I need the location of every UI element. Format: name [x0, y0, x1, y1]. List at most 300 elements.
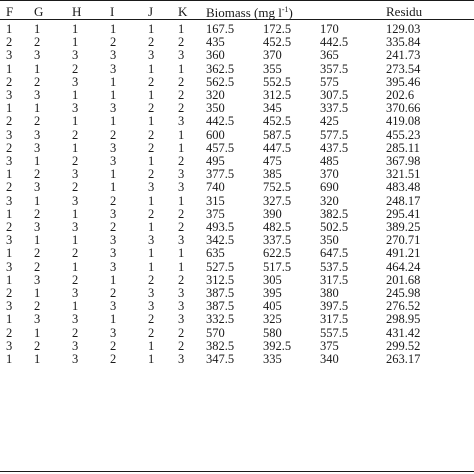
cell-j: 2 — [148, 168, 155, 182]
cell-g: 3 — [34, 89, 41, 103]
cell-i: 1 — [110, 23, 117, 36]
cell-j: 1 — [148, 62, 155, 76]
cell-i: 2 — [110, 194, 117, 208]
cell-biomass-3: 317.5 — [320, 313, 349, 327]
cell-f: 1 — [6, 273, 13, 287]
cell-k: 1 — [178, 23, 185, 36]
cell-i: 3 — [110, 326, 117, 340]
cell-f: 2 — [6, 181, 13, 195]
cell-biomass-1: 342.5 — [206, 234, 235, 248]
cell-biomass-2: 405 — [263, 300, 282, 314]
cell-h: 3 — [72, 168, 79, 182]
cell-biomass-2: 392.5 — [263, 339, 292, 353]
cell-residual: 321.51 — [386, 168, 421, 182]
cell-g: 3 — [34, 141, 41, 155]
cell-biomass-1: 635 — [206, 247, 225, 261]
table-body — [0, 23, 450, 366]
cell-biomass-2: 355 — [263, 62, 282, 76]
cell-residual: 455.23 — [386, 128, 421, 142]
cell-f: 3 — [6, 49, 13, 63]
cell-h: 1 — [72, 36, 79, 50]
cell-i: 2 — [110, 36, 117, 50]
cell-biomass-2: 370 — [263, 49, 282, 63]
cell-h: 1 — [72, 141, 79, 155]
cell-residual: 129.03 — [386, 23, 421, 36]
table-row — [0, 129, 450, 142]
cell-f: 3 — [6, 194, 13, 208]
cell-biomass-2: 172.5 — [263, 23, 292, 36]
cell-f: 1 — [6, 168, 13, 182]
cell-g: 1 — [34, 326, 41, 340]
cell-biomass-1: 600 — [206, 128, 225, 142]
cell-biomass-1: 377.5 — [206, 168, 235, 182]
cell-j: 2 — [148, 102, 155, 116]
cell-biomass-1: 382.5 — [206, 339, 235, 353]
cell-biomass-3: 317.5 — [320, 273, 349, 287]
cell-biomass-2: 452.5 — [263, 36, 292, 50]
bottom-rule — [0, 471, 474, 472]
cell-biomass-1: 527.5 — [206, 260, 235, 274]
cell-k: 2 — [178, 36, 185, 50]
cell-j: 2 — [148, 128, 155, 142]
cell-f: 2 — [6, 221, 13, 235]
cell-g: 2 — [34, 207, 41, 221]
cell-k: 1 — [178, 128, 185, 142]
cell-k: 3 — [178, 300, 185, 314]
table-row — [0, 195, 450, 208]
cell-h: 3 — [72, 353, 79, 367]
cell-h: 2 — [72, 247, 79, 261]
cell-h: 3 — [72, 287, 79, 301]
cell-biomass-3: 690 — [320, 181, 339, 195]
cell-k: 2 — [178, 221, 185, 235]
cell-residual: 370.66 — [386, 102, 421, 116]
cell-j: 1 — [148, 339, 155, 353]
table-row — [0, 102, 450, 115]
cell-biomass-1: 312.5 — [206, 273, 235, 287]
cell-f: 3 — [6, 155, 13, 169]
cell-i: 3 — [110, 300, 117, 314]
cell-biomass-2: 385 — [263, 168, 282, 182]
cell-g: 2 — [34, 247, 41, 261]
header-residual: Residu — [386, 3, 423, 19]
cell-f: 2 — [6, 141, 13, 155]
cell-biomass-3: 485 — [320, 155, 339, 169]
header-biomass — [206, 0, 370, 23]
table-row — [0, 234, 450, 247]
header-h: H — [72, 3, 82, 19]
cell-j: 1 — [148, 23, 155, 36]
cell-j: 1 — [148, 115, 155, 129]
cell-j: 2 — [148, 273, 155, 287]
cell-g: 1 — [34, 194, 41, 208]
cell-biomass-2: 345 — [263, 102, 282, 116]
cell-biomass-1: 350 — [206, 102, 225, 116]
cell-j: 2 — [148, 207, 155, 221]
cell-k: 1 — [178, 194, 185, 208]
table-row — [0, 115, 450, 128]
cell-biomass-1: 347.5 — [206, 353, 235, 367]
cell-k: 3 — [178, 234, 185, 248]
cell-g: 1 — [34, 102, 41, 116]
cell-h: 2 — [72, 62, 79, 76]
cell-i: 2 — [110, 339, 117, 353]
cell-g: 3 — [34, 313, 41, 327]
cell-k: 2 — [178, 89, 185, 103]
cell-biomass-2: 327.5 — [263, 194, 292, 208]
cell-k: 3 — [178, 168, 185, 182]
cell-biomass-2: 517.5 — [263, 260, 292, 274]
cell-h: 1 — [72, 234, 79, 248]
cell-f: 3 — [6, 300, 13, 314]
table-row — [0, 49, 450, 62]
cell-k: 3 — [178, 287, 185, 301]
cell-j: 3 — [148, 300, 155, 314]
cell-j: 1 — [148, 353, 155, 367]
cell-f: 2 — [6, 287, 13, 301]
cell-biomass-3: 375 — [320, 339, 339, 353]
cell-biomass-3: 337.5 — [320, 102, 349, 116]
cell-g: 3 — [34, 221, 41, 235]
cell-j: 2 — [148, 75, 155, 89]
cell-g: 1 — [34, 23, 41, 36]
cell-biomass-2: 452.5 — [263, 115, 292, 129]
table-row — [0, 89, 450, 102]
cell-h: 1 — [72, 207, 79, 221]
cell-j: 1 — [148, 89, 155, 103]
cell-residual: 483.48 — [386, 181, 421, 195]
table-row — [0, 36, 450, 49]
cell-j: 3 — [148, 287, 155, 301]
table-row — [0, 313, 450, 326]
cell-f: 3 — [6, 128, 13, 142]
cell-biomass-1: 320 — [206, 89, 225, 103]
cell-i: 3 — [110, 207, 117, 221]
cell-g: 1 — [34, 155, 41, 169]
cell-biomass-3: 575 — [320, 75, 339, 89]
cell-biomass-2: 337.5 — [263, 234, 292, 248]
cell-f: 3 — [6, 234, 13, 248]
cell-i: 1 — [110, 181, 117, 195]
cell-biomass-2: 447.5 — [263, 141, 292, 155]
cell-k: 1 — [178, 247, 185, 261]
cell-g: 2 — [34, 260, 41, 274]
cell-i: 1 — [110, 75, 117, 89]
cell-residual: 295.41 — [386, 207, 421, 221]
cell-residual: 299.52 — [386, 339, 421, 353]
cell-k: 2 — [178, 75, 185, 89]
table-row — [0, 142, 450, 155]
cell-residual: 395.46 — [386, 75, 421, 89]
cell-f: 1 — [6, 313, 13, 327]
table-row — [0, 353, 450, 366]
cell-residual: 419.08 — [386, 115, 421, 129]
cell-biomass-2: 622.5 — [263, 247, 292, 261]
cell-j: 1 — [148, 194, 155, 208]
cell-residual: 491.21 — [386, 247, 421, 261]
cell-g: 2 — [34, 339, 41, 353]
cell-residual: 270.71 — [386, 234, 421, 248]
cell-biomass-2: 475 — [263, 155, 282, 169]
cell-i: 3 — [110, 141, 117, 155]
cell-biomass-1: 562.5 — [206, 75, 235, 89]
cell-residual: 367.98 — [386, 155, 421, 169]
cell-i: 1 — [110, 89, 117, 103]
cell-g: 3 — [34, 273, 41, 287]
table-row — [0, 287, 450, 300]
cell-i: 1 — [110, 168, 117, 182]
cell-residual: 276.52 — [386, 300, 421, 314]
cell-f: 2 — [6, 36, 13, 50]
cell-k: 2 — [178, 339, 185, 353]
cell-biomass-3: 357.5 — [320, 62, 349, 76]
cell-biomass-2: 587.5 — [263, 128, 292, 142]
cell-biomass-3: 557.5 — [320, 326, 349, 340]
cell-h: 3 — [72, 102, 79, 116]
table-row — [0, 208, 450, 221]
cell-j: 1 — [148, 155, 155, 169]
cell-g: 2 — [34, 168, 41, 182]
cell-i: 3 — [110, 234, 117, 248]
table-row — [0, 63, 450, 76]
cell-k: 2 — [178, 155, 185, 169]
cell-residual: 389.25 — [386, 221, 421, 235]
cell-residual: 273.54 — [386, 62, 421, 76]
cell-f: 1 — [6, 62, 13, 76]
cell-biomass-3: 320 — [320, 194, 339, 208]
cell-residual: 241.73 — [386, 49, 421, 63]
cell-biomass-1: 442.5 — [206, 115, 235, 129]
table-row — [0, 181, 450, 194]
cell-f: 2 — [6, 326, 13, 340]
cell-biomass-1: 362.5 — [206, 62, 235, 76]
cell-biomass-1: 387.5 — [206, 300, 235, 314]
header-biomass-exponent: -1 — [281, 5, 289, 14]
cell-biomass-3: 340 — [320, 353, 339, 367]
cell-j: 3 — [148, 49, 155, 63]
cell-h: 2 — [72, 326, 79, 340]
cell-f: 3 — [6, 339, 13, 353]
cell-residual: 202.6 — [386, 89, 415, 103]
cell-f: 1 — [6, 207, 13, 221]
cell-biomass-3: 577.5 — [320, 128, 349, 142]
cell-k: 3 — [178, 353, 185, 367]
cell-h: 3 — [72, 49, 79, 63]
header-biomass-label: Biomass (mg l — [206, 5, 282, 20]
table-row — [0, 247, 450, 260]
cell-k: 1 — [178, 62, 185, 76]
cell-g: 2 — [34, 300, 41, 314]
cell-biomass-3: 365 — [320, 49, 339, 63]
cell-k: 2 — [178, 102, 185, 116]
table-row — [0, 155, 450, 168]
cell-biomass-2: 390 — [263, 207, 282, 221]
cell-h: 2 — [72, 181, 79, 195]
cell-k: 3 — [178, 313, 185, 327]
cell-residual: 245.98 — [386, 287, 421, 301]
cell-j: 1 — [148, 221, 155, 235]
cell-f: 2 — [6, 115, 13, 129]
table-row — [0, 23, 450, 36]
cell-biomass-1: 457.5 — [206, 141, 235, 155]
cell-f: 2 — [6, 75, 13, 89]
cell-biomass-1: 435 — [206, 36, 225, 50]
cell-biomass-2: 312.5 — [263, 89, 292, 103]
cell-residual: 464.24 — [386, 260, 421, 274]
cell-residual: 248.17 — [386, 194, 421, 208]
cell-h: 2 — [72, 128, 79, 142]
cell-k: 2 — [178, 326, 185, 340]
cell-k: 2 — [178, 207, 185, 221]
cell-j: 2 — [148, 141, 155, 155]
cell-j: 2 — [148, 326, 155, 340]
table-row — [0, 221, 450, 234]
cell-g: 2 — [34, 115, 41, 129]
cell-k: 1 — [178, 141, 185, 155]
table-row — [0, 168, 450, 181]
cell-i: 3 — [110, 155, 117, 169]
table-row — [0, 300, 450, 313]
cell-j: 3 — [148, 234, 155, 248]
cell-k: 3 — [178, 49, 185, 63]
cell-biomass-1: 493.5 — [206, 221, 235, 235]
header-biomass-close: ) — [288, 5, 293, 20]
cell-residual: 298.95 — [386, 313, 421, 327]
cell-biomass-2: 395 — [263, 287, 282, 301]
cell-j: 2 — [148, 313, 155, 327]
header-g: G — [34, 3, 44, 19]
cell-g: 1 — [34, 287, 41, 301]
cell-h: 3 — [72, 194, 79, 208]
cell-i: 1 — [110, 115, 117, 129]
cell-biomass-2: 580 — [263, 326, 282, 340]
cell-f: 1 — [6, 353, 13, 367]
cell-j: 3 — [148, 181, 155, 195]
cell-biomass-1: 740 — [206, 181, 225, 195]
cell-biomass-1: 495 — [206, 155, 225, 169]
cell-g: 1 — [34, 353, 41, 367]
cell-biomass-3: 437.5 — [320, 141, 349, 155]
cell-h: 3 — [72, 313, 79, 327]
cell-i: 2 — [110, 287, 117, 301]
cell-j: 1 — [148, 260, 155, 274]
table-row — [0, 76, 450, 89]
cell-biomass-3: 380 — [320, 287, 339, 301]
cell-h: 1 — [72, 115, 79, 129]
cell-k: 3 — [178, 115, 185, 129]
cell-g: 3 — [34, 128, 41, 142]
cell-residual: 431.42 — [386, 326, 421, 340]
table-row — [0, 327, 450, 340]
cell-biomass-3: 425 — [320, 115, 339, 129]
cell-residual: 263.17 — [386, 353, 421, 367]
cell-biomass-1: 167.5 — [206, 23, 235, 36]
cell-biomass-1: 387.5 — [206, 287, 235, 301]
cell-i: 1 — [110, 313, 117, 327]
cell-biomass-3: 442.5 — [320, 36, 349, 50]
cell-j: 2 — [148, 36, 155, 50]
cell-i: 2 — [110, 221, 117, 235]
cell-i: 3 — [110, 260, 117, 274]
cell-j: 1 — [148, 247, 155, 261]
cell-f: 1 — [6, 102, 13, 116]
cell-residual: 285.11 — [386, 141, 420, 155]
table-row — [0, 340, 450, 353]
cell-i: 3 — [110, 49, 117, 63]
cell-biomass-3: 382.5 — [320, 207, 349, 221]
cell-h: 3 — [72, 221, 79, 235]
cell-biomass-1: 315 — [206, 194, 225, 208]
cell-g: 3 — [34, 181, 41, 195]
header-i: I — [110, 3, 115, 19]
cell-biomass-3: 350 — [320, 234, 339, 248]
cell-residual: 201.68 — [386, 273, 421, 287]
cell-h: 1 — [72, 23, 79, 36]
cell-residual: 335.84 — [386, 36, 421, 50]
cell-g: 2 — [34, 75, 41, 89]
cell-biomass-3: 502.5 — [320, 221, 349, 235]
cell-biomass-1: 570 — [206, 326, 225, 340]
cell-f: 3 — [6, 260, 13, 274]
cell-biomass-2: 752.5 — [263, 181, 292, 195]
cell-biomass-2: 482.5 — [263, 221, 292, 235]
header-k: K — [178, 3, 188, 19]
cell-g: 1 — [34, 62, 41, 76]
cell-k: 3 — [178, 181, 185, 195]
cell-biomass-1: 360 — [206, 49, 225, 63]
cell-k: 2 — [178, 273, 185, 287]
table-row — [0, 261, 450, 274]
cell-h: 2 — [72, 273, 79, 287]
cell-biomass-1: 332.5 — [206, 313, 235, 327]
cell-i: 3 — [110, 62, 117, 76]
cell-biomass-1: 375 — [206, 207, 225, 221]
cell-biomass-3: 307.5 — [320, 89, 349, 103]
cell-biomass-2: 335 — [263, 353, 282, 367]
cell-i: 3 — [110, 247, 117, 261]
cell-g: 1 — [34, 234, 41, 248]
header-j: J — [148, 3, 154, 19]
cell-biomass-3: 370 — [320, 168, 339, 182]
cell-f: 3 — [6, 89, 13, 103]
header-f: F — [6, 3, 14, 19]
cell-k: 1 — [178, 260, 185, 274]
cell-h: 3 — [72, 75, 79, 89]
cell-h: 3 — [72, 339, 79, 353]
table-header — [0, 0, 450, 23]
table-row — [0, 274, 450, 287]
cell-h: 1 — [72, 89, 79, 103]
cell-f: 1 — [6, 247, 13, 261]
cell-h: 1 — [72, 300, 79, 314]
cell-biomass-2: 325 — [263, 313, 282, 327]
cell-i: 2 — [110, 353, 117, 367]
cell-i: 1 — [110, 273, 117, 287]
cell-biomass-3: 647.5 — [320, 247, 349, 261]
cell-biomass-2: 305 — [263, 273, 282, 287]
cell-biomass-3: 397.5 — [320, 300, 349, 314]
cell-biomass-3: 537.5 — [320, 260, 349, 274]
cell-biomass-3: 170 — [320, 23, 339, 36]
cell-i: 2 — [110, 128, 117, 142]
cell-biomass-2: 552.5 — [263, 75, 292, 89]
cell-h: 1 — [72, 260, 79, 274]
cell-g: 3 — [34, 49, 41, 63]
cell-i: 3 — [110, 102, 117, 116]
cell-g: 2 — [34, 36, 41, 50]
cell-f: 1 — [6, 23, 13, 36]
cell-h: 2 — [72, 155, 79, 169]
